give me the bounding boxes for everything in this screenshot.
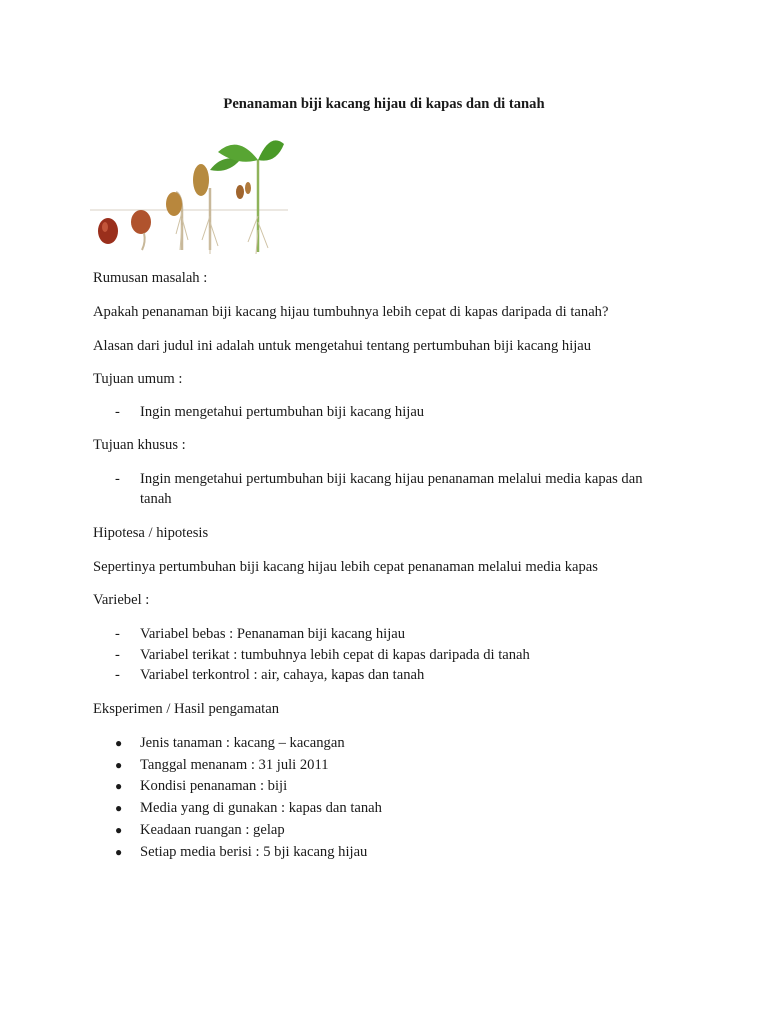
variabel-terikat: Variabel terikat : tumbuhnya lebih cepat di kapas daripada di tanah [140, 647, 530, 663]
rumusan-masalah-label: Rumusan masalah : [93, 270, 208, 286]
bullet-marker: ● [115, 823, 123, 837]
tujuan-umum-label: Tujuan umum : [93, 371, 183, 387]
bullet-marker: ● [115, 758, 123, 772]
eksperimen-tanggal: Tanggal menanam : 31 juli 2011 [140, 757, 329, 773]
eksperimen-kondisi: Kondisi penanaman : biji [140, 778, 288, 794]
dash-marker: - [115, 471, 120, 487]
document-title: Penanaman biji kacang hijau di kapas dan di tanah [223, 96, 545, 112]
bullet-marker: ● [115, 801, 123, 815]
variabel-bebas: Variabel bebas : Penanaman biji kacang hijau [140, 626, 406, 642]
variabel-terkontrol: Variabel terkontrol : air, cahaya, kapas dan tanah [140, 667, 425, 683]
dash-marker: - [115, 667, 120, 683]
eksperimen-label: Eksperimen / Hasil pengamatan [93, 701, 280, 717]
variebel-label: Variebel : [93, 592, 150, 608]
eksperimen-ruangan: Keadaan ruangan : gelap [140, 822, 285, 838]
alasan-paragraph: Alasan dari judul ini adalah untuk mengetahui tentang pertumbuhan biji kacang hijau [93, 338, 592, 354]
bullet-marker: ● [115, 736, 123, 750]
bullet-marker: ● [115, 845, 123, 859]
dash-marker: - [115, 626, 120, 642]
eksperimen-isi-media: Setiap media berisi : 5 bji kacang hijau [140, 844, 368, 860]
tujuan-umum-item: Ingin mengetahui pertumbuhan biji kacang hijau [140, 404, 425, 420]
seed-germination-stages-illustration [90, 130, 288, 254]
rumusan-masalah-question: Apakah penanaman biji kacang hijau tumbuhnya lebih cepat di kapas daripada di tanah? [93, 304, 609, 320]
bullet-marker: ● [115, 779, 123, 793]
dash-marker: - [115, 404, 120, 420]
hipotesa-label: Hipotesa / hipotesis [93, 525, 209, 541]
eksperimen-media: Media yang di gunakan : kapas dan tanah [140, 800, 382, 816]
tujuan-khusus-item-line1: Ingin mengetahui pertumbuhan biji kacang hijau penanaman melalui media kapas dan [140, 471, 643, 487]
eksperimen-jenis-tanaman: Jenis tanaman : kacang – kacangan [140, 735, 345, 751]
tujuan-khusus-item-line2: tanah [140, 491, 172, 507]
hipotesa-text: Sepertinya pertumbuhan biji kacang hijau lebih cepat penanaman melalui media kapas [93, 559, 598, 575]
dash-marker: - [115, 647, 120, 663]
tujuan-khusus-label: Tujuan khusus : [93, 437, 186, 453]
